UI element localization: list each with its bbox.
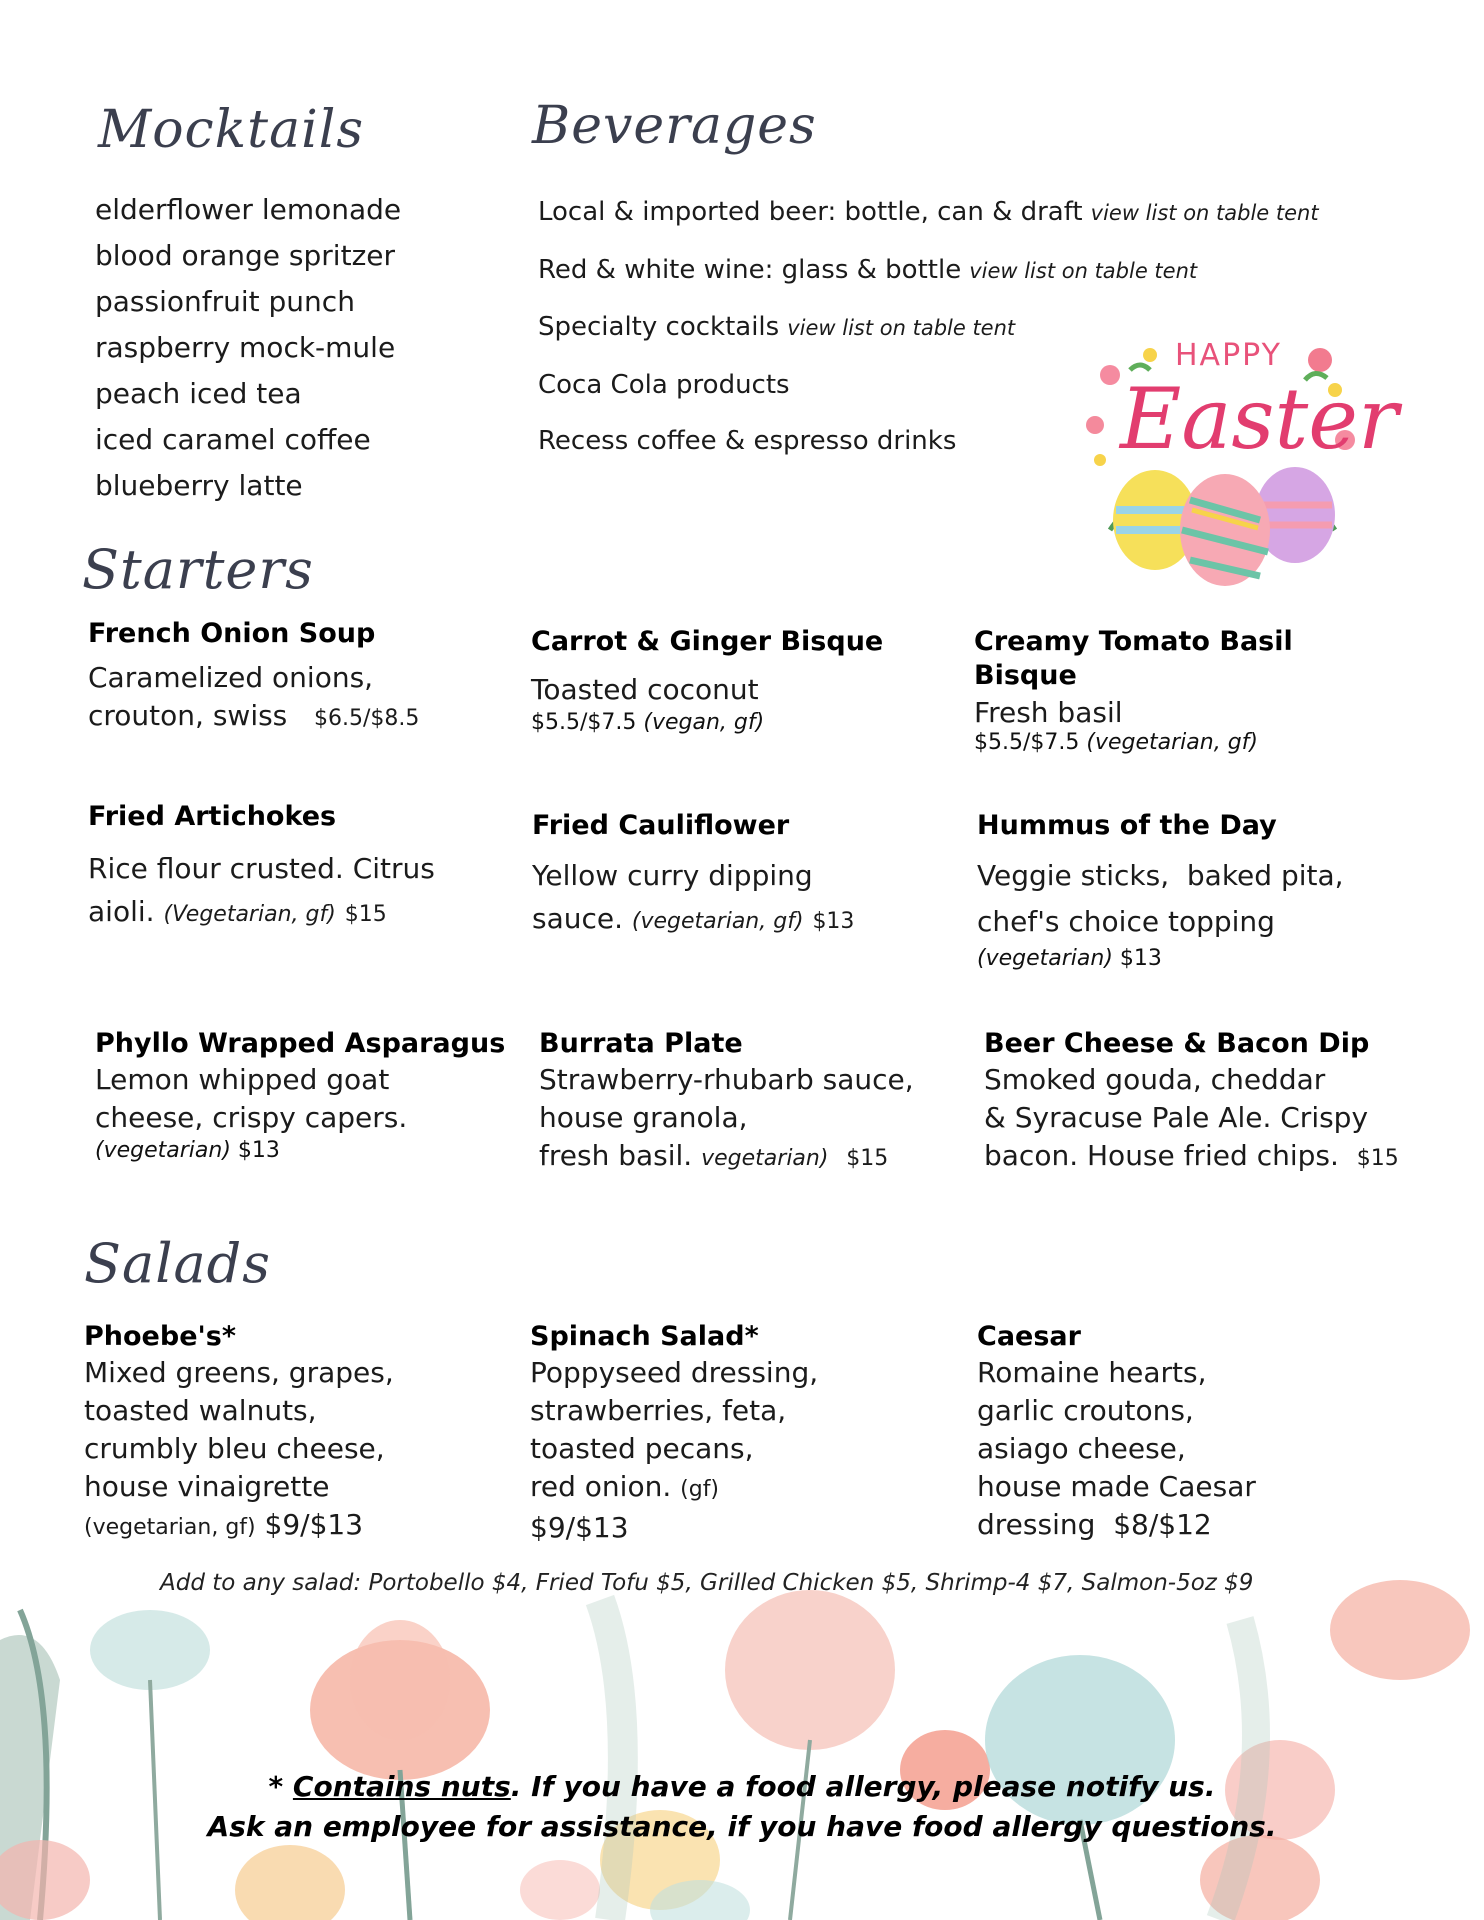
easter-badge <box>1080 330 1399 590</box>
item-description: cheese, crispy capers. <box>95 1101 408 1134</box>
item-tag: (vegetarian, gf) <box>1086 730 1258 755</box>
item-price: $6.5/$8.5 <box>313 706 420 731</box>
item-description: Rice flour crusted. Citrus <box>88 852 435 885</box>
contains-nuts-note: Contains nuts <box>292 1770 511 1803</box>
list-item: iced caramel coffee <box>95 423 371 456</box>
menu-item <box>984 1027 1444 1178</box>
menu-item <box>88 800 508 935</box>
list-item: Local & imported beer: bottle, can & draft view list on table tent <box>538 197 1319 227</box>
item-description: Mixed greens, grapes, <box>84 1356 394 1389</box>
item-tag: (gf) <box>680 1477 720 1502</box>
salad-addons: Add to any salad: Portobello $4, Fried Tofu $5, Grilled Chicken $5, Shrimp-4 $7, Salmon-5oz $9 <box>160 1570 1254 1596</box>
item-tag: (vegetarian) <box>95 1138 231 1163</box>
menu-item <box>84 1320 504 1547</box>
menu-item <box>531 625 951 737</box>
item-description: chef's choice topping <box>977 905 1275 938</box>
item-description: crouton, swiss <box>88 699 288 732</box>
item-price: $15 <box>846 1146 889 1171</box>
beverages-heading: Beverages <box>532 96 817 156</box>
item-description: Caramelized onions, <box>88 661 374 694</box>
item-description: house made Caesar <box>977 1470 1256 1503</box>
salads-heading: Salads <box>84 1232 271 1295</box>
allergy-notice-line1: * Contains nuts. If you have a food allergy, please notify us. <box>268 1770 1216 1803</box>
item-name: Fried Cauliflower <box>532 810 790 841</box>
list-item: Coca Cola products <box>538 369 790 400</box>
item-description: Poppyseed dressing, <box>530 1356 819 1389</box>
easter-script-text: Easter <box>1120 370 1399 468</box>
item-description: red onion. <box>530 1470 672 1503</box>
allergy-notice-line2: Ask an employee for assistance, if you have food allergy questions. <box>207 1810 1277 1843</box>
item-description: strawberries, feta, <box>530 1394 787 1427</box>
list-item: Recess coffee & espresso drinks <box>538 426 957 456</box>
starters-heading: Starters <box>82 538 314 601</box>
menu-item <box>977 809 1397 973</box>
item-name: Burrata Plate <box>539 1028 743 1059</box>
menu-item <box>974 625 1394 757</box>
list-item: peach iced tea <box>95 377 302 410</box>
item-name: Fried Artichokes <box>88 801 337 832</box>
item-description: house vinaigrette <box>84 1470 330 1503</box>
mocktails-heading: Mocktails <box>98 100 365 160</box>
item-price: $15 <box>344 902 387 927</box>
item-description: aioli. <box>88 895 155 928</box>
menu-item <box>88 617 508 738</box>
item-description: Veggie sticks, baked pita, <box>977 859 1344 892</box>
item-description: Smoked gouda, cheddar <box>984 1063 1326 1096</box>
item-name: Creamy Tomato Basil Bisque <box>974 626 1293 691</box>
item-price: $13 <box>812 909 855 934</box>
item-description: garlic croutons, <box>977 1394 1194 1427</box>
item-name: Hummus of the Day <box>977 810 1277 841</box>
item-price: $13 <box>237 1138 280 1163</box>
item-description: Lemon whipped goat <box>95 1063 390 1096</box>
list-item: elderflower lemonade <box>95 193 402 226</box>
item-description: toasted pecans, <box>530 1432 754 1465</box>
item-name: Phyllo Wrapped Asparagus <box>95 1028 506 1059</box>
item-price: $13 <box>1119 946 1162 971</box>
item-name: French Onion Soup <box>88 618 376 649</box>
item-price: $9/$13 <box>530 1511 629 1544</box>
item-description: Strawberry-rhubarb sauce, <box>539 1063 914 1096</box>
item-description: sauce. <box>532 902 624 935</box>
item-description: asiago cheese, <box>977 1432 1186 1465</box>
item-tag: vegetarian) <box>701 1146 829 1171</box>
item-description: & Syracuse Pale Ale. Crispy <box>984 1101 1369 1134</box>
item-tag: (vegetarian) <box>977 946 1113 971</box>
item-description: toasted walnuts, <box>84 1394 317 1427</box>
floral-background <box>0 1560 1484 1920</box>
menu-item <box>977 1320 1397 1544</box>
item-tag: (Vegetarian, gf) <box>163 902 336 927</box>
list-item: blood orange spritzer <box>95 239 396 272</box>
item-name: Carrot & Ginger Bisque <box>531 626 884 657</box>
item-description: crumbly bleu cheese, <box>84 1432 385 1465</box>
item-tag: (vegetarian, gf) <box>631 909 804 934</box>
item-tag: (vegan, gf) <box>643 710 765 735</box>
item-name: Phoebe's* <box>84 1321 236 1352</box>
item-description: house granola, <box>539 1101 748 1134</box>
list-item: Red & white wine: glass & bottle view list on table tent <box>538 254 1198 285</box>
item-description: dressing <box>977 1508 1096 1541</box>
menu-item <box>539 1027 959 1178</box>
item-price: $9/$13 <box>264 1508 364 1541</box>
item-tag: (vegetarian, gf) <box>84 1515 256 1540</box>
easter-happy-text: HAPPY <box>1175 338 1282 373</box>
menu-item <box>530 1320 950 1547</box>
item-description: bacon. House fried chips. <box>984 1139 1339 1172</box>
item-description: Fresh basil <box>974 696 1123 729</box>
item-name: Spinach Salad* <box>530 1321 759 1352</box>
item-price: $8/$12 <box>1113 1508 1212 1541</box>
item-name: Caesar <box>977 1321 1081 1352</box>
item-description: fresh basil. <box>539 1139 693 1172</box>
list-item: raspberry mock-mule <box>95 331 396 364</box>
mocktails-list <box>95 187 401 509</box>
item-name: Beer Cheese & Bacon Dip <box>984 1028 1370 1059</box>
item-price: $5.5/$7.5 <box>974 730 1080 755</box>
item-description: Romaine hearts, <box>977 1356 1207 1389</box>
list-item: blueberry latte <box>95 469 303 502</box>
item-description: Toasted coconut <box>531 673 759 706</box>
list-item: Specialty cocktails view list on table tent <box>538 312 1016 342</box>
menu-item <box>532 809 952 942</box>
list-item: passionfruit punch <box>95 285 355 318</box>
menu-item <box>95 1027 515 1165</box>
item-description: Yellow curry dipping <box>532 859 813 892</box>
item-price: $15 <box>1356 1146 1399 1171</box>
item-price: $5.5/$7.5 <box>531 710 637 735</box>
